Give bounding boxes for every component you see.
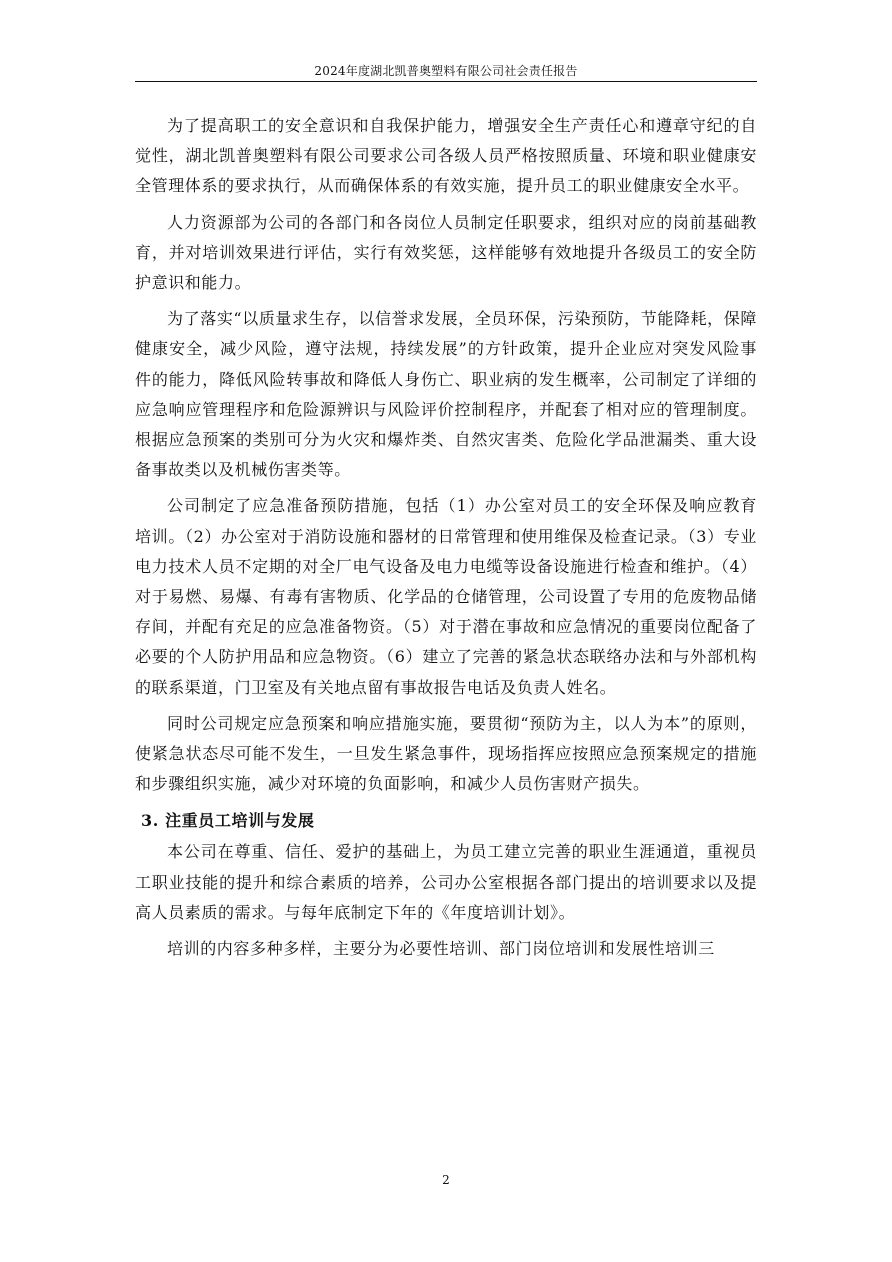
page-number: 2 bbox=[442, 1173, 450, 1187]
paragraph-emergency-policy: 为了落实“以质量求生存，以信誉求发展，全员环保，污染预防，节能降耗，保障健康安全，减少风险，遵守法规，持续发展”的方针政策，提升企业应对突发风险事件的能力，降低风险转事故和降低人身伤亡、职业病的发生概率，公司制定了详细的应急响应管理程序和危险源辨识与风险评价控制程序，并配套了相对应的管理制度。根据应急预案的类别可分为火灾和爆炸类、自然灾害类、危险化学品泄漏类、重大设备事故类以及机械伤害类等。 bbox=[135, 309, 757, 480]
section-heading-employee-training: 3. 注重员工培训与发展 bbox=[141, 811, 315, 831]
paragraph-safety-awareness: 为了提高职工的安全意识和自我保护能力，增强安全生产责任心和遵章守纪的自觉性，湖北凯普奥塑料有限公司要求公司各级人员严格按照质量、环境和职业健康安全管理体系的要求执行，从而确保体系的有效实施，提升员工的职业健康安全水平。 bbox=[135, 116, 757, 196]
paragraph-career-development: 本公司在尊重、信任、爱护的基础上，为员工建立完善的职业生涯通道，重视员工职业技能的提升和综合素质的培养，公司办公室根据各部门提出的培训要求以及提高人员素质的需求。与每年底制定下年的《年度培训计划》。 bbox=[135, 842, 757, 922]
paragraph-prevention-principle: 同时公司规定应急预案和响应措施实施，要贯彻“预防为主，以人为本”的原则，使紧急状态尽可能不发生，一旦发生紧急事件，现场指挥应按照应急预案规定的措施和步骤组织实施，减少对环境的负面影响，和减少人员伤害财产损失。 bbox=[135, 713, 757, 794]
paragraph-emergency-measures: 公司制定了应急准备预防措施，包括（1）办公室对员工的安全环保及响应教育培训。（2）办公室对于消防设施和器材的日常管理和使用维保及检查记录。（3）专业电力技术人员不定期的对全厂电气设备及电力电缆等设备设施进行检查和维护。（4）对于易燃、易爆、有毒有害物质、化学品的仓储管理，公司设置了专用的危废物品储存间，并配有充足的应急准备物资。（5）对于潜在事故和应急情况的重要岗位配备了必要的个人防护用品和应急物资。（6）建立了完善的紧急状态联络办法和与外部机构的联系渠道，门卫室及有关地点留有事故报告电话及负责人姓名。 bbox=[135, 496, 757, 697]
report-body bbox=[135, 111, 757, 970]
running-header: 2024年度湖北凯普奥塑料有限公司社会责任报告 bbox=[314, 64, 578, 78]
paragraph-training-content: 培训的内容多种多样，主要分为必要性培训、部门岗位培训和发展性培训三 bbox=[167, 939, 715, 959]
paragraph-hr-training: 人力资源部为公司的各部门和各岗位人员制定任职要求，组织对应的岗前基础教育，并对培训效果进行评估，实行有效奖惩，这样能够有效地提升各级员工的安全防护意识和能力。 bbox=[135, 212, 757, 293]
header-rule bbox=[135, 81, 757, 82]
